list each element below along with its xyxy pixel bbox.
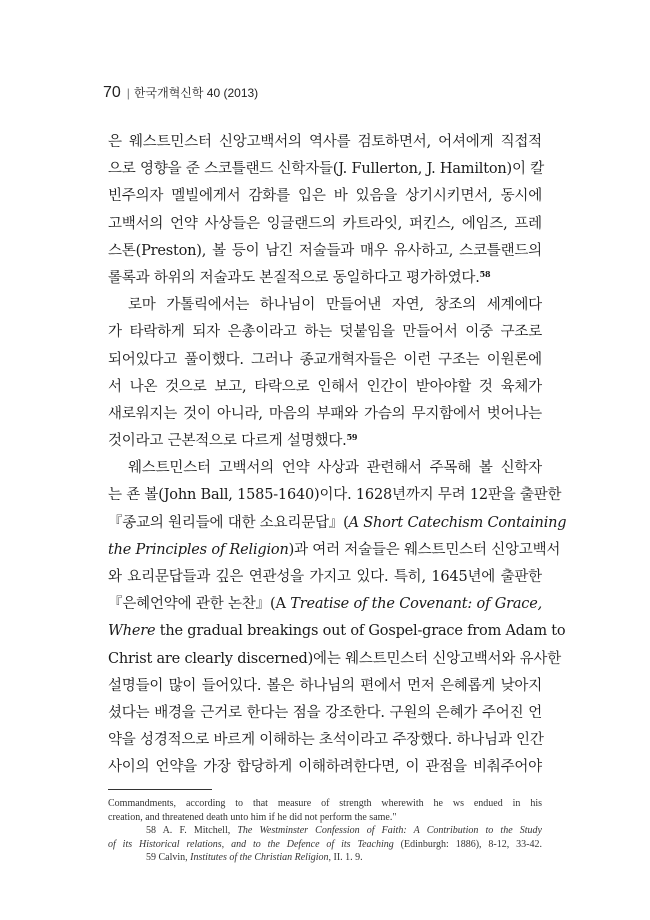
page-number: 70	[103, 84, 121, 101]
footnote-58-author: 58 A. F. Mitchell,	[146, 825, 238, 837]
footnote-58	[108, 824, 542, 838]
body-line: 고백서의 언약 사상들은 잉글랜드의 카트라잇, 퍼킨스, 에임즈, 프레	[108, 215, 542, 232]
footnote-58-title-cont: of its Historical relations, and to the Defence of its Teaching	[108, 838, 394, 850]
body-line	[108, 428, 542, 455]
body-line: 가 타락하게 되자 은총이라고 하는 덧붙임을 만들어서 이중 구조로	[108, 324, 542, 341]
body-line: Christ are clearly discerned)에는 웨스트민스터 신앙고백서와 유사한	[108, 650, 561, 667]
footnote-divider	[108, 789, 212, 790]
header-separator: |	[126, 86, 130, 100]
body-line: 약을 성경적으로 바르게 이해하는 초석이라고 주장했다. 하나님과 인간	[108, 732, 544, 749]
journal-title: 한국개혁신학 40 (2013)	[133, 86, 259, 100]
running-header	[103, 84, 258, 102]
body-line: 빈주의자 멜빌에게서 감화를 입은 바 있음을 상기시키면서, 동시에	[108, 188, 542, 205]
body-line: 는 죤 볼(John Ball, 1585-1640)이다. 1628년까지 무려 12판을 출판한	[108, 487, 562, 504]
body-line: 스톤(Preston), 볼 등이 남긴 저술들과 매우 유사하고, 스코틀랜드의	[108, 242, 542, 259]
body-line-text: 롤록과 하위의 저술과도 본질적으로 동일하다고 평가하였다.	[108, 269, 480, 286]
book-title-korean: 『은혜언약에 관한 논찬』(A	[108, 596, 291, 613]
footnote-line: Commandments, according to that measure of strength wherewith he ws endued in his	[108, 798, 542, 809]
body-line: 서 나온 것으로 보고, 타락으로 인해서 인간이 받아야할 것 육체가	[108, 378, 542, 395]
body-line: 셨다는 배경을 근거로 한다는 점을 강조한다. 구원의 은혜가 주어진 언	[108, 704, 542, 721]
book-title-english: A Short Catechism Containing	[348, 514, 567, 531]
footnote-58-pub: (Edinburgh: 1886), 8-12, 33-42.	[393, 838, 542, 850]
body-line-text: )과 여러 저술들은 웨스트민스터 신앙고백서	[288, 541, 561, 558]
footnote-ref-58: 58	[479, 268, 491, 279]
body-line	[108, 265, 542, 292]
book-title-korean: 『종교의 원리들에 대한 소요리문답』(	[108, 514, 349, 531]
footnote-59	[108, 851, 542, 865]
footnote-59-ref: , II. 1. 9.	[328, 852, 363, 864]
body-line-text: the gradual breakings out of Gospel-grace from Adam to	[155, 623, 566, 640]
book-title-english: the Principles of Religion	[108, 541, 289, 558]
footnotes	[108, 797, 542, 865]
body-line	[108, 510, 567, 537]
body-line	[108, 618, 566, 645]
body-line: 사이의 언약을 가장 합당하게 이해하려한다면, 이 관점을 비춰주어야	[108, 759, 542, 776]
footnote-ref-59: 59	[346, 432, 358, 443]
footnote-59-author: 59 Calvin,	[146, 852, 191, 864]
body-line	[108, 537, 561, 564]
footnote-59-title: Institutes of the Christian Religion	[190, 852, 329, 864]
body-line: 설명들이 많이 들어있다. 볼은 하나님의 편에서 먼저 은혜롭게 낮아지	[108, 677, 542, 694]
footnote-58-title: The Westminster Confession of Faith: A Contribution to the Study	[237, 825, 542, 837]
body-line: 은 웨스트민스터 신앙고백서의 역사를 검토하면서, 어셔에게 직접적	[108, 134, 542, 150]
body-line: 새로워지는 것이 아니라, 마음의 부패와 가슴의 무지함에서 벗어나는	[108, 405, 542, 422]
footnote-58-cont	[108, 838, 542, 852]
body-line: 웨스트민스터 고백서의 언약 사상과 관련해서 주목해 볼 신학자	[128, 460, 542, 477]
body-text	[108, 129, 567, 782]
book-title-english: Treatise of the Covenant: of Grace,	[290, 596, 542, 613]
body-line-text: 것이라고 근본적으로 다르게 설명했다.	[108, 433, 347, 450]
body-line: 와 요리문답들과 깊은 연관성을 가지고 있다. 특히, 1645년에 출판한	[108, 569, 542, 585]
body-line	[108, 591, 542, 618]
body-line: 되어있다고 풀이했다. 그러나 종교개혁자들은 이런 구조는 이원론에	[108, 351, 542, 368]
footnote-line: creation, and threatened death unto him if he did not perform the same."	[108, 811, 397, 823]
body-line: 으로 영향을 준 스코틀랜드 신학자들(J. Fullerton, J. Hamilton)이 칼	[108, 161, 544, 178]
body-line: 로마 가톨릭에서는 하나님이 만들어낸 자연, 창조의 세계에다	[128, 297, 542, 314]
book-title-english: Where	[108, 623, 156, 640]
